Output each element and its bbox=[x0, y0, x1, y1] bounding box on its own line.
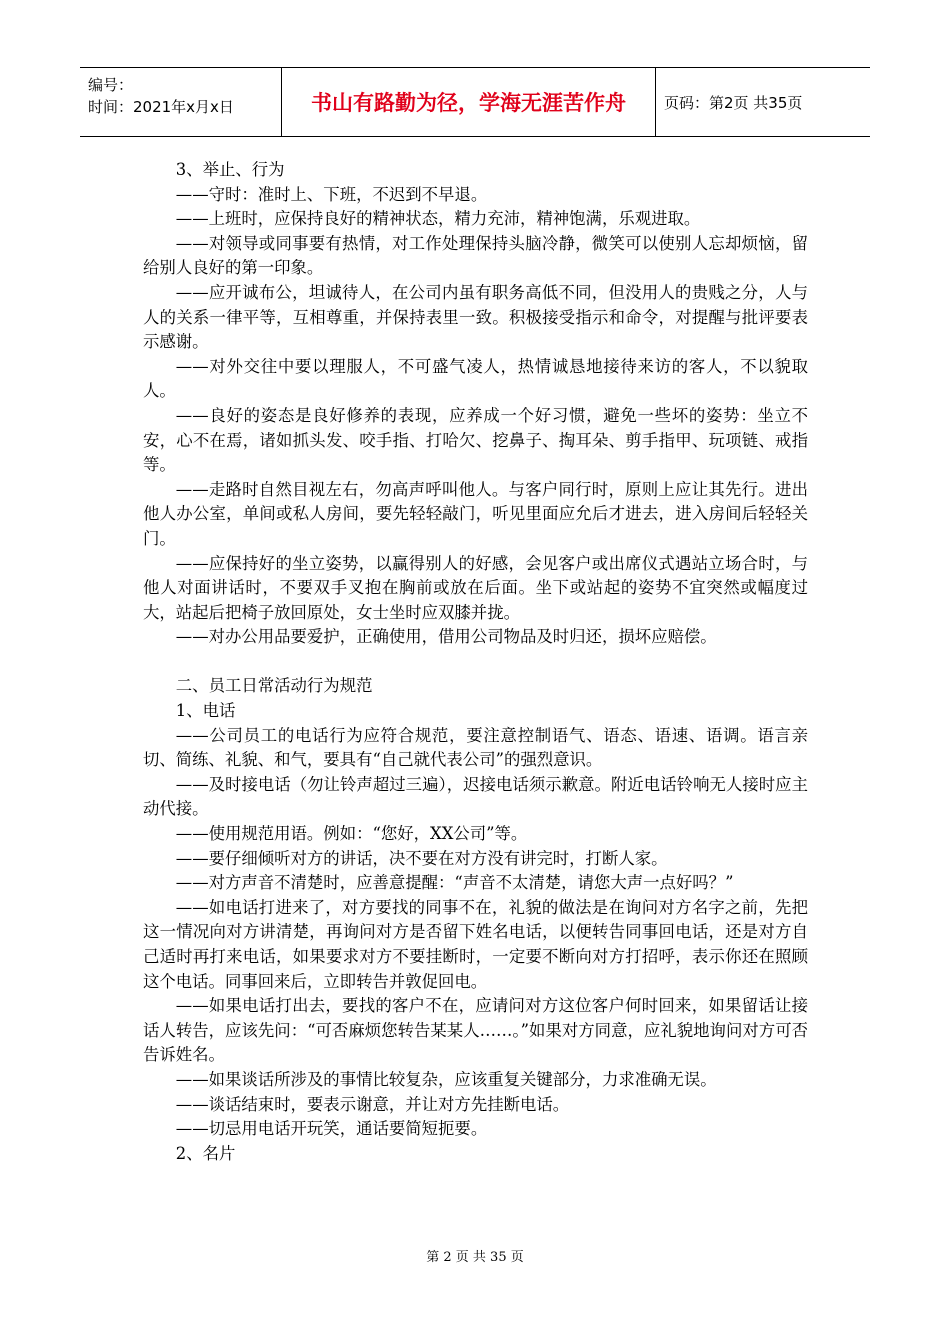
paragraph: ——走路时自然目视左右，勿高声呼叫他人。与客户同行时，原则上应让其先行。进出他人办公室，单间或私人房间，要先轻轻敲门，听见里面应允后才进去，进入房间后轻轻关门。 bbox=[143, 479, 808, 548]
section-heading: 3、举止、行为 bbox=[175, 160, 285, 179]
page-header bbox=[80, 67, 870, 137]
paragraph: ——上班时，应保持良好的精神状态，精力充沛，精神饱满，乐观进取。 bbox=[175, 209, 701, 229]
paragraph: ——应开诚布公，坦诚待人，在公司内虽有职务高低不同，但没用人的贵贱之分，人与人的关系一律平等，互相尊重，并保持表里一致。积极接受指示和命令，对提醒与批评要表示感谢。 bbox=[143, 282, 808, 352]
header-motto: 书山有路勤为径，学海无涯苦作舟 bbox=[282, 68, 656, 136]
paragraph: ——如电话打进来了，对方要找的同事不在，礼貌的做法是在询问对方名字之前，先把这一情况向对方讲清楚，再询问对方是否留下姓名电话，以便转告同事回电话，还是对方自己适时再打来电话，如果要求对方不要挂断时，一定要不断向对方打招呼，表示你还在照顾这个电话。同事回来后，立即转告并敦促回电。 bbox=[143, 897, 808, 991]
paragraph: ——应保持好的坐立姿势，以赢得别人的好感，会见客户或出席仪式遇站立场合时，与他人对面讲话时，不要双手叉抱在胸前或放在后面。坐下或站起的姿势不宜突然或幅度过大，站起后把椅子放回原处，女士坐时应双膝并拢。 bbox=[143, 553, 808, 622]
paragraph: ——守时：准时上、下班，不迟到不早退。 bbox=[175, 184, 488, 204]
paragraph: ——对方声音不清楚时，应善意提醒：“声音不太清楚，请您大声一点好吗？” bbox=[175, 873, 734, 893]
paragraph: ——对办公用品要爱护，正确使用，借用公司物品及时归还，损坏应赔偿。 bbox=[175, 627, 717, 647]
paragraph: ——如果谈话所涉及的事情比较复杂，应该重复关键部分，力求准确无误。 bbox=[175, 1069, 717, 1089]
header-meta bbox=[80, 68, 282, 136]
paragraph: ——要仔细倾听对方的讲话，决不要在对方没有讲完时，打断人家。 bbox=[175, 848, 668, 868]
document-date-label: 时间：2021年x月x日 bbox=[88, 98, 234, 116]
header-page-label: 页码：第2页 共35页 bbox=[664, 93, 803, 112]
chapter-heading: 二、员工日常活动行为规范 bbox=[175, 676, 373, 696]
paragraph: ——良好的姿态是良好修养的表现，应养成一个好习惯，避免一些坏的姿势：坐立不安，心不在焉，诸如抓头发、咬手指、打哈欠、挖鼻子、掏耳朵、剪手指甲、玩项链、戒指等。 bbox=[143, 405, 808, 475]
section-heading: 2、名片 bbox=[175, 1143, 236, 1163]
section-heading: 1、电话 bbox=[175, 701, 236, 721]
paragraph: ——切忌用电话开玩笑，通话要简短扼要。 bbox=[175, 1119, 488, 1139]
paragraph: ——使用规范用语。例如：“您好，XX公司”等。 bbox=[175, 824, 528, 844]
paragraph: ——公司员工的电话行为应符合规范，要注意控制语气、语态、语速、语调。语言亲切、简练、礼貌、和气，要具有“自己就代表公司”的强烈意识。 bbox=[143, 725, 808, 770]
paragraph: ——如果电话打出去，要找的客户不在，应请问对方这位客户何时回来，如果留话让接话人转告，应该先问：“可否麻烦您转告某某人……。”如果对方同意，应礼貌地询问对方可否告诉姓名。 bbox=[143, 996, 808, 1065]
paragraph: ——对领导或同事要有热情，对工作处理保持头脑冷静，微笑可以使别人忘却烦恼，留给别人良好的第一印象。 bbox=[143, 233, 808, 278]
paragraph: ——及时接电话（勿让铃声超过三遍），迟接电话须示歉意。附近电话铃响无人接时应主动代接。 bbox=[143, 774, 808, 819]
document-body bbox=[143, 158, 808, 1166]
paragraph: ——对外交往中要以理服人，不可盛气凌人，热情诚恳地接待来访的客人，不以貌取人。 bbox=[143, 356, 808, 401]
page-footer: 第 2 页 共 35 页 bbox=[426, 1250, 524, 1265]
paragraph: ——谈话结束时，要表示谢意，并让对方先挂断电话。 bbox=[175, 1094, 570, 1114]
document-number-label: 编号： bbox=[88, 76, 134, 94]
